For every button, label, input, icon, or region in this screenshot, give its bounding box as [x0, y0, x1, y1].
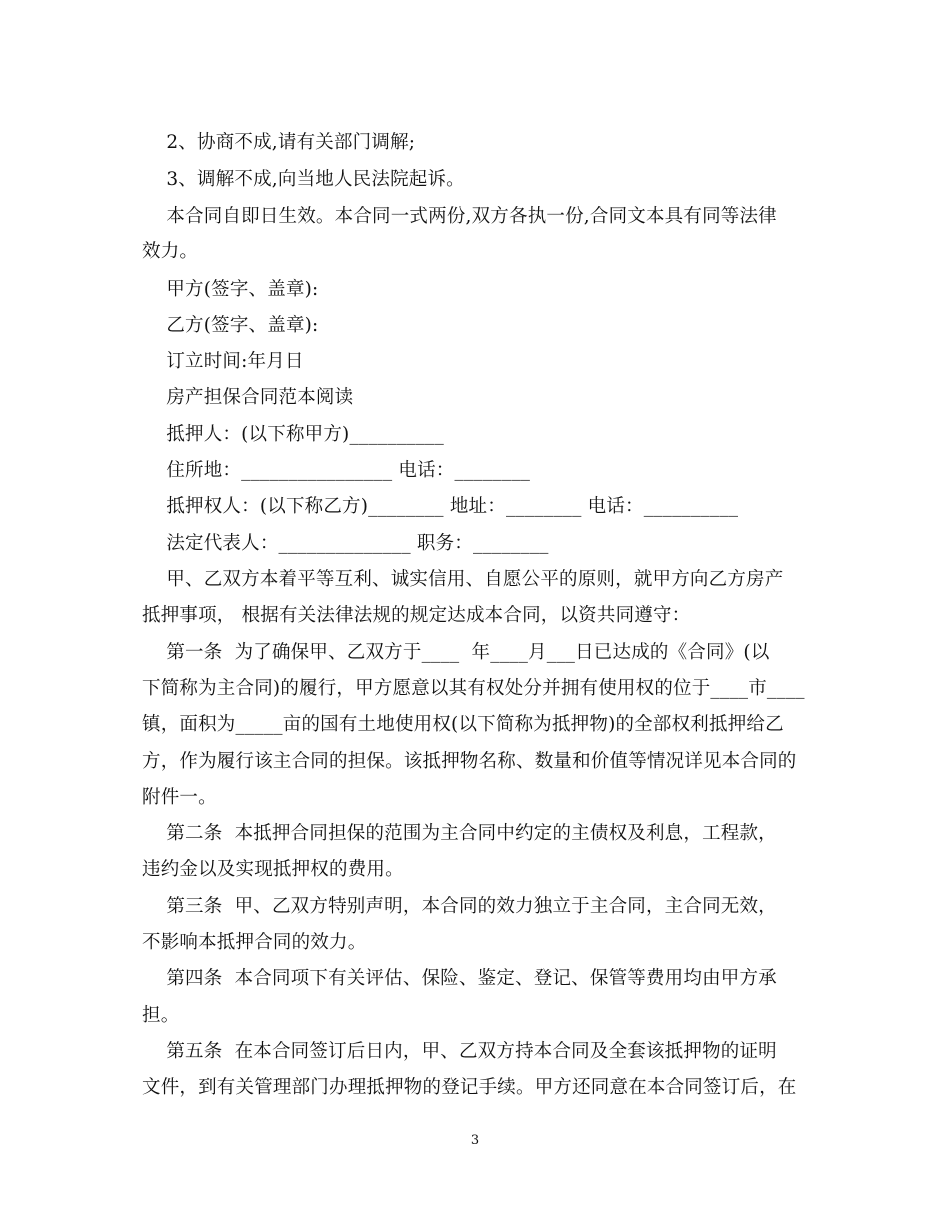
- text-line: 第二条 本抵押合同担保的范围为主合同中约定的主债权及利息，工程款，: [142, 823, 777, 844]
- text-line: 2、协商不成,请有关部门调解;: [142, 132, 416, 153]
- text-line: 不影响本抵押合同的效力。: [142, 932, 367, 953]
- text-line: 效力。: [142, 241, 199, 262]
- text-line: 抵押事项， 根据有关法律法规的规定达成本合同，以资共同遵守：: [142, 605, 691, 626]
- text-line: 担。: [142, 1005, 180, 1026]
- text-line: 镇，面积为_____亩的国有土地使用权(以下简称为抵押物)的全部权利抵押给乙: [142, 714, 784, 735]
- text-line: 订立时间:年月日: [142, 351, 304, 372]
- text-line: 3、调解不成,向当地人民法院起诉。: [142, 169, 465, 190]
- text-line: 第四条 本合同项下有关评估、保险、鉴定、登记、保管等费用均由甲方承: [142, 968, 777, 989]
- text-line: 本合同自即日生效。本合同一式两份,双方各执一份,合同文本具有同等法律: [142, 206, 777, 227]
- text-line: 房产担保合同范本阅读: [142, 387, 354, 408]
- text-line: 乙方(签字、盖章):: [142, 315, 319, 336]
- text-line: 第一条 为了确保甲、乙双方于____ 年____月___日已达成的《合同》(以: [142, 642, 770, 663]
- text-line: 方，作为履行该主合同的担保。该抵押物名称、数量和价值等情况详见本合同的: [142, 751, 797, 772]
- text-line: 法定代表人：______________ 职务：________: [142, 533, 549, 554]
- text-line: 甲方(签字、盖章):: [142, 279, 319, 300]
- text-line: 第三条 甲、乙双方特别声明，本合同的效力独立于主合同，主合同无效，: [142, 896, 777, 917]
- text-line: 附件一。: [142, 787, 217, 808]
- text-line: 第五条 在本合同签订后日内，甲、乙双方持本合同及全套该抵押物的证明: [142, 1041, 777, 1062]
- text-line: 住所地：________________ 电话：________: [142, 460, 531, 481]
- text-line: 文件，到有关管理部门办理抵押物的登记手续。甲方还同意在本合同签订后，在: [142, 1077, 797, 1098]
- text-line: 抵押人：(以下称甲方)__________: [142, 424, 444, 445]
- text-line: 甲、乙双方本着平等互利、诚实信用、自愿公平的原则，就甲方向乙方房产: [142, 569, 784, 590]
- page-number: 3: [470, 1133, 480, 1148]
- text-line: 下简称为主合同)的履行，甲方愿意以其有权处分并拥有使用权的位于____市____: [142, 678, 805, 699]
- text-line: 违约金以及实现抵押权的费用。: [142, 859, 404, 880]
- text-line: 抵押权人：(以下称乙方)________ 地址：________ 电话：__________: [142, 496, 739, 517]
